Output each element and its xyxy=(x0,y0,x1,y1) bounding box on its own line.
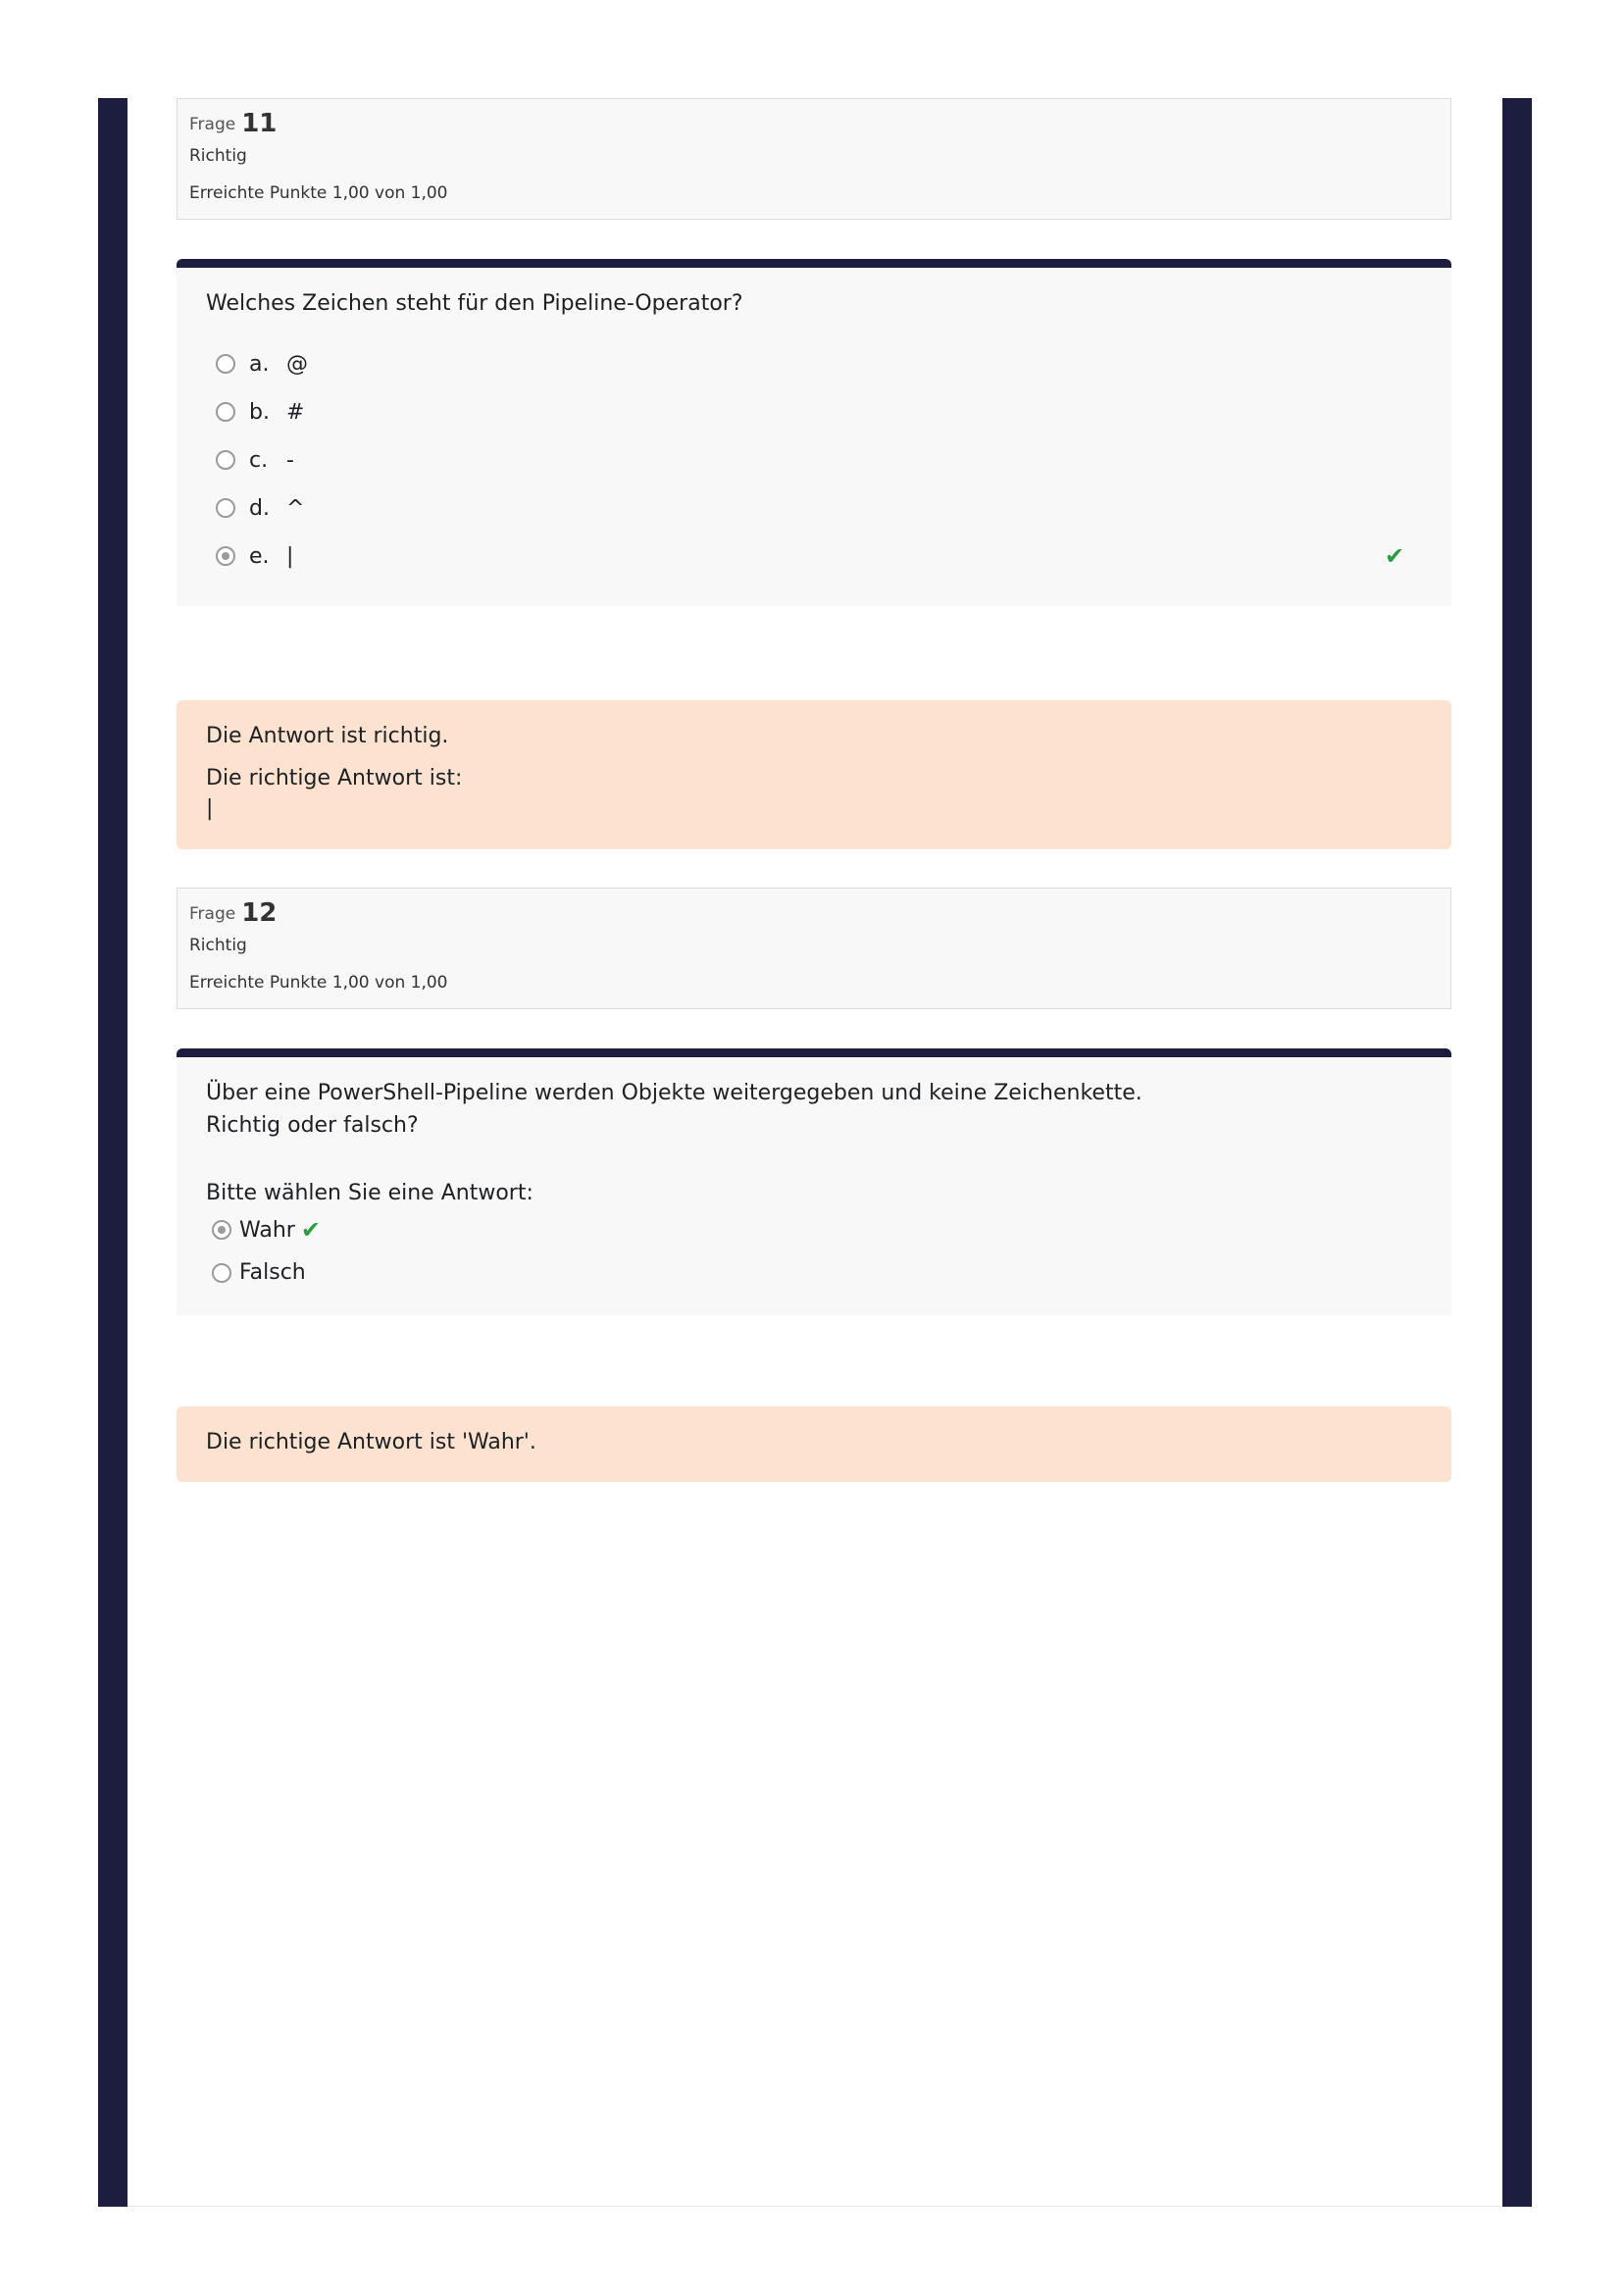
question-12-content xyxy=(177,1048,1451,1315)
question-11-feedback xyxy=(177,700,1451,849)
radio-button[interactable] xyxy=(216,498,235,518)
answer-text: - xyxy=(286,447,294,473)
radio-button[interactable] xyxy=(216,402,235,422)
correct-answer-value: | xyxy=(206,796,214,821)
radio-button-selected[interactable] xyxy=(212,1220,231,1240)
question-number: 12 xyxy=(241,898,278,928)
question-subtext: Richtig oder falsch? xyxy=(206,1113,419,1138)
question-label: Frage xyxy=(189,115,236,134)
question-11-content xyxy=(177,259,1451,606)
question-text: Welches Zeichen steht für den Pipeline-Operator? xyxy=(206,291,743,316)
question-number: 11 xyxy=(241,109,278,138)
question-points: Erreichte Punkte 1,00 von 1,00 xyxy=(189,183,448,203)
answer-text: # xyxy=(286,399,305,425)
answer-option-e[interactable] xyxy=(216,536,293,576)
answer-letter: e. xyxy=(249,543,270,569)
answer-letter: b. xyxy=(249,399,270,425)
question-state: Richtig xyxy=(189,936,247,955)
answer-letter: c. xyxy=(249,447,269,473)
question-points: Erreichte Punkte 1,00 von 1,00 xyxy=(189,973,448,993)
answer-text: ^ xyxy=(286,495,305,521)
answer-text: Falsch xyxy=(239,1260,306,1285)
feedback-text: Die richtige Antwort ist 'Wahr'. xyxy=(206,1430,536,1454)
page-bottom-divider xyxy=(127,2206,1502,2207)
feedback-text: Die Antwort ist richtig. xyxy=(206,724,449,748)
question-12-heading xyxy=(189,900,1439,930)
answer-text: @ xyxy=(286,351,308,377)
answer-option-true[interactable] xyxy=(212,1216,321,1244)
question-label: Frage xyxy=(189,904,236,924)
radio-button-selected[interactable] xyxy=(216,546,235,566)
answer-option-a[interactable] xyxy=(216,344,308,383)
question-12-info xyxy=(177,888,1451,1009)
radio-button[interactable] xyxy=(216,354,235,374)
answer-text: | xyxy=(286,543,294,569)
answer-text: Wahr xyxy=(239,1217,295,1243)
correct-answer-label: Die richtige Antwort ist: xyxy=(206,766,463,790)
question-11-heading xyxy=(189,111,1439,140)
page-left-border xyxy=(98,98,127,2207)
answer-letter: a. xyxy=(249,351,270,377)
radio-button[interactable] xyxy=(216,450,235,470)
answer-letter: d. xyxy=(249,495,270,521)
answer-option-b[interactable] xyxy=(216,392,304,432)
answer-option-c[interactable] xyxy=(216,440,294,480)
answer-option-d[interactable] xyxy=(216,488,304,528)
question-11-info xyxy=(177,98,1451,220)
answer-option-false[interactable] xyxy=(212,1260,306,1285)
check-icon: ✔ xyxy=(300,1216,321,1244)
page-right-border xyxy=(1502,98,1532,2207)
question-text: Über eine PowerShell-Pipeline werden Objekte weitergegeben und keine Zeichenkette. xyxy=(206,1081,1142,1105)
question-12-feedback xyxy=(177,1406,1451,1482)
answer-prompt: Bitte wählen Sie eine Antwort: xyxy=(206,1181,533,1205)
check-icon: ✔ xyxy=(1385,542,1405,570)
radio-button[interactable] xyxy=(212,1263,231,1283)
question-state: Richtig xyxy=(189,146,247,166)
